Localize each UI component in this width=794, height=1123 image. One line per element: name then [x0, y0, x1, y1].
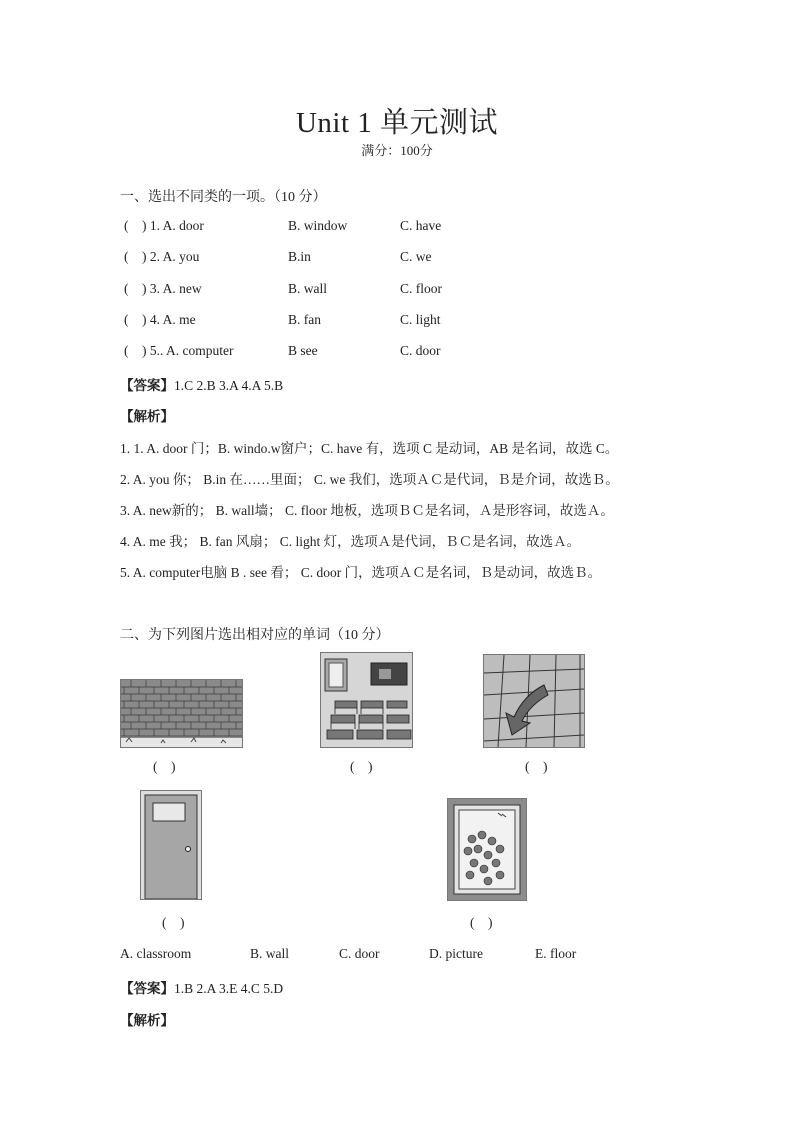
- analysis-line-2: 2. A. you 你； B.in 在……里面； C. we 我们，选项ＡＣ是代词，Ｂ是介词，故选Ｂ。: [120, 472, 619, 487]
- picture-frame-picture: [447, 798, 527, 901]
- picture-1-blank: ( ): [153, 759, 176, 774]
- option-a-classroom: A. classroom: [120, 946, 192, 961]
- question-3-option-c: C. floor: [400, 281, 442, 296]
- question-2-option-a: ( ) 2. A. you: [124, 249, 200, 264]
- question-2-option-b: B.in: [288, 249, 311, 264]
- question-5-option-c: C. door: [400, 343, 441, 358]
- full-score: 满分：100分: [361, 143, 433, 158]
- question-3-option-a: ( ) 3. A. new: [124, 281, 202, 296]
- section2-heading: 二、为下列图片选出相对应的单词（10 分）: [120, 628, 390, 643]
- wall-picture: [120, 679, 243, 748]
- option-d-picture: D. picture: [429, 946, 483, 961]
- picture-3-blank: ( ): [525, 759, 548, 774]
- picture-5-blank: ( ): [470, 915, 493, 930]
- section1-answer: [120, 374, 283, 394]
- picture-2-blank: ( ): [350, 759, 373, 774]
- analysis-line-4: 4. A. me 我； B. fan 风扇； C. light 灯，选项Ａ是代词，ＢＣ是名词，故选Ａ。: [120, 534, 581, 549]
- analysis-line-1: 1. 1. A. door 门；B. windo.w窗户；C. have 有，选项 C 是动词，AB 是名词，故选 C。: [120, 441, 619, 456]
- analysis-line-3: 3. A. new新的； B. wall墙； C. floor 地板，选项ＢＣ是名词，Ａ是形容词，故选Ａ。: [120, 503, 614, 518]
- door-picture: [140, 790, 202, 900]
- page-title: Unit 1 单元测试: [295, 107, 499, 139]
- option-b-wall: B. wall: [250, 946, 289, 961]
- question-5-option-a: ( ) 5.. A. computer: [124, 343, 234, 358]
- answer-text: 1.C 2.B 3.A 4.A 5.B: [174, 378, 284, 393]
- floor-picture: [483, 654, 585, 748]
- option-c-door: C. door: [339, 946, 380, 961]
- question-4-option-a: ( ) 4. A. me: [124, 312, 196, 327]
- question-2-option-c: C. we: [400, 249, 432, 264]
- question-3-option-b: B. wall: [288, 281, 327, 296]
- section1-heading: 一、选出不同类的一项。（10 分）: [120, 190, 327, 205]
- answer-label: 【答案】: [120, 378, 174, 393]
- answer-text: 1.B 2.A 3.E 4.C 5.D: [174, 981, 284, 996]
- answer-label: 【答案】: [120, 981, 174, 996]
- question-5-option-b: B see: [288, 343, 318, 358]
- question-1-option-c: C. have: [400, 218, 442, 233]
- section1-analysis-label: 【解析】: [120, 409, 174, 424]
- question-1-option-a: ( ) 1. A. door: [124, 218, 204, 233]
- section2-analysis-label: 【解析】: [120, 1013, 174, 1028]
- option-e-floor: E. floor: [535, 946, 577, 961]
- section2-answer: [120, 977, 283, 997]
- question-4-option-b: B. fan: [288, 312, 321, 327]
- analysis-line-5: 5. A. computer电脑 B . see 看； C. door 门，选项ＡＣ是名词，Ｂ是动词，故选Ｂ。: [120, 565, 602, 580]
- classroom-picture: [320, 652, 413, 748]
- picture-4-blank: ( ): [162, 915, 185, 930]
- question-1-option-b: B. window: [288, 218, 348, 233]
- question-4-option-c: C. light: [400, 312, 441, 327]
